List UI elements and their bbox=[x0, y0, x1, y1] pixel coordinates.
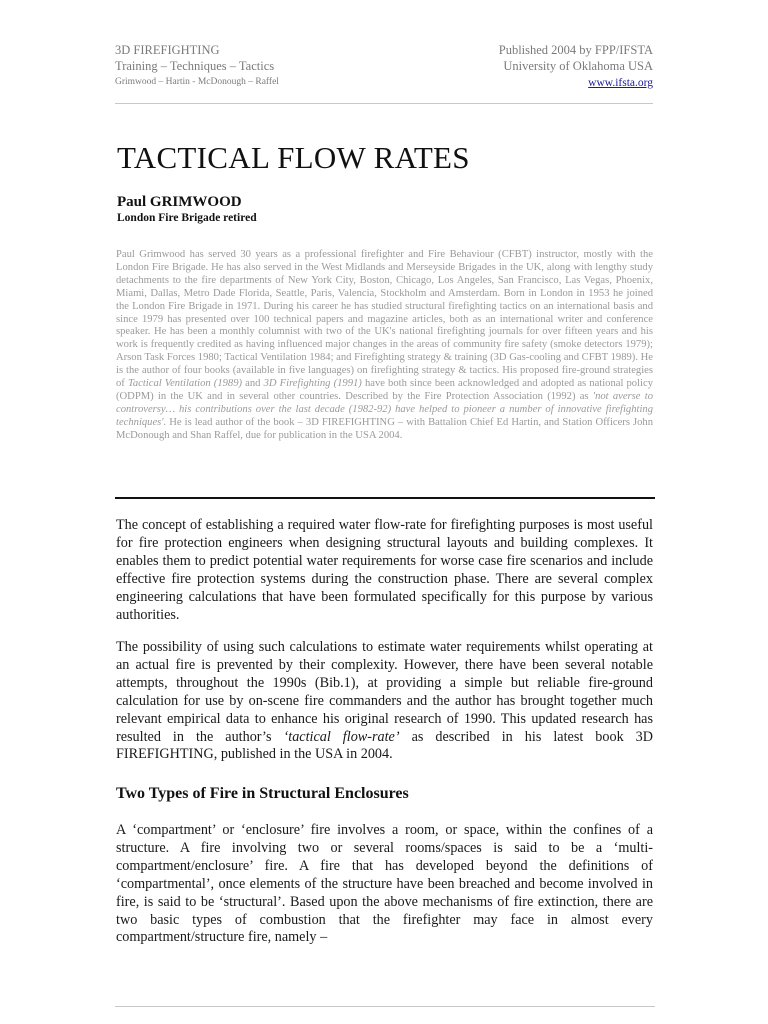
bio-text-2: and bbox=[242, 378, 264, 390]
section-heading: Two Types of Fire in Structural Enclosures bbox=[116, 785, 409, 802]
header-publisher: Published 2004 by FPP/IFSTA bbox=[498, 43, 653, 57]
header-divider bbox=[115, 103, 653, 104]
author-name: Paul GRIMWOOD bbox=[117, 194, 242, 210]
paragraph-2-end: as described in his latest book 3D FIREFIGHTING, published in the USA in 2004. bbox=[116, 728, 653, 763]
footer-divider bbox=[115, 1006, 655, 1007]
bio-text-4: He is lead author of the book – 3D FIREFIGHTING – with Battalion Chief Ed Hartin, and Station Officers John McDonough and Shan Raffel, due for publication in the USA 2004. bbox=[116, 416, 653, 441]
bio-text-3: have both since been acknowledged and adopted as national policy (ODPM) in the UK and in several other countries. Described by the Fire Protection Association (1992) as bbox=[116, 378, 653, 402]
paragraph-3: A ‘compartment’ or ‘enclosure’ fire involves a room, or space, within the confines of a structure. A fire involving two or several rooms/spaces is said to be a ‘multi-compartment/enclosure’ fire. A fire that has developed beyond the definitions of ‘compartmental’, once elements of the structure have been breached and become involved in fire, is said to be ‘structural’. Based upon the above mechanisms of fire extinction, there are two basic types of combustion that the firefighter may face in almost every compartment/structure fire, namely – bbox=[116, 822, 653, 946]
paragraph-1: The concept of establishing a required water flow-rate for firefighting purposes is most useful for fire protection engineers when designing structural layouts and building complexes. It enables them to predict potential water requirements for worse case fire scenarios and include effective fire protection systems during the construction phase. There are several complex engineering calculations that have been formulated specifically for this purpose by various authorities. bbox=[116, 517, 653, 623]
header-left bbox=[115, 42, 279, 90]
bio-italic-2: 3D Firefighting (1991) bbox=[263, 378, 362, 390]
header-subtitle: Training – Techniques – Tactics bbox=[115, 59, 275, 73]
author-affiliation: London Fire Brigade retired bbox=[117, 212, 257, 224]
paragraph-2 bbox=[116, 639, 653, 764]
header-website-link[interactable]: www.ifsta.org bbox=[588, 77, 653, 89]
bio-italic-1: Tactical Ventilation (1989) bbox=[127, 378, 243, 390]
bio-text-1: Paul Grimwood has served 30 years as a professional firefighter and Fire Behaviour (CFBT) instructor, mostly with the London Fire Brigade. He has also served in the West Midlands and Merseyside Brigades in the UK, along with lengthy study detachments to the fire departments of New York City, Boston, Chicago, Los Angeles, San Francisco, Las Vegas, Phoenix, Miami, Dallas, Metro Dade Florida, Seattle, Paris, Valencia, Stockholm and Amsterdam. Born in London in 1953 he joined the London Fire Brigade in 1971. During his career he has studied structural firefighting tactics on an international basis and since 1979 has presented over 100 technical papers and magazine articles, both as an international writer and conference speaker. He has been a monthly columnist with two of the UK's national firefighting journals for over fifteen years and his work is frequently credited as having influenced major changes in the areas of community fire safety (smoke detectors 1979); Arson Task Forces 1980; Tactical Ventilation 1984; and Firefighting strategy & training (3D Gas-cooling and CFBT 1989). He is the author of four books (available in five languages) on firefighting strategy & tactics. His proposed fire-ground strategies of bbox=[116, 249, 653, 390]
header-authors: Grimwood – Hartin - McDonough – Raffel bbox=[115, 77, 279, 87]
bio-italic-3: 'not averse to controversy… his contributions over the last decade (1982-92) have helped to pioneer a number of innovative firefighting techniques'. bbox=[116, 390, 653, 428]
paragraph-2-italic: ‘tactical flow-rate’ bbox=[283, 728, 400, 745]
paragraph-2-start: The possibility of using such calculations to estimate water requirements whilst operating at an actual fire is prevented by their complexity. However, there have been several notable attempts, throughout the 1990s (Bib.1), at providing a simple but reliable fire-ground calculation for use by on-scene fire commanders and the author has brought together much relevant empirical data to enhance his original research of 1990. This updated research has resulted in the author’s bbox=[116, 639, 653, 745]
bio-divider bbox=[115, 497, 655, 499]
page-title: TACTICAL FLOW RATES bbox=[117, 140, 470, 175]
header-book-title: 3D FIREFIGHTING bbox=[115, 43, 220, 57]
header-right bbox=[499, 42, 653, 91]
author-bio bbox=[116, 249, 653, 443]
header-university: University of Oklahoma USA bbox=[503, 59, 653, 73]
